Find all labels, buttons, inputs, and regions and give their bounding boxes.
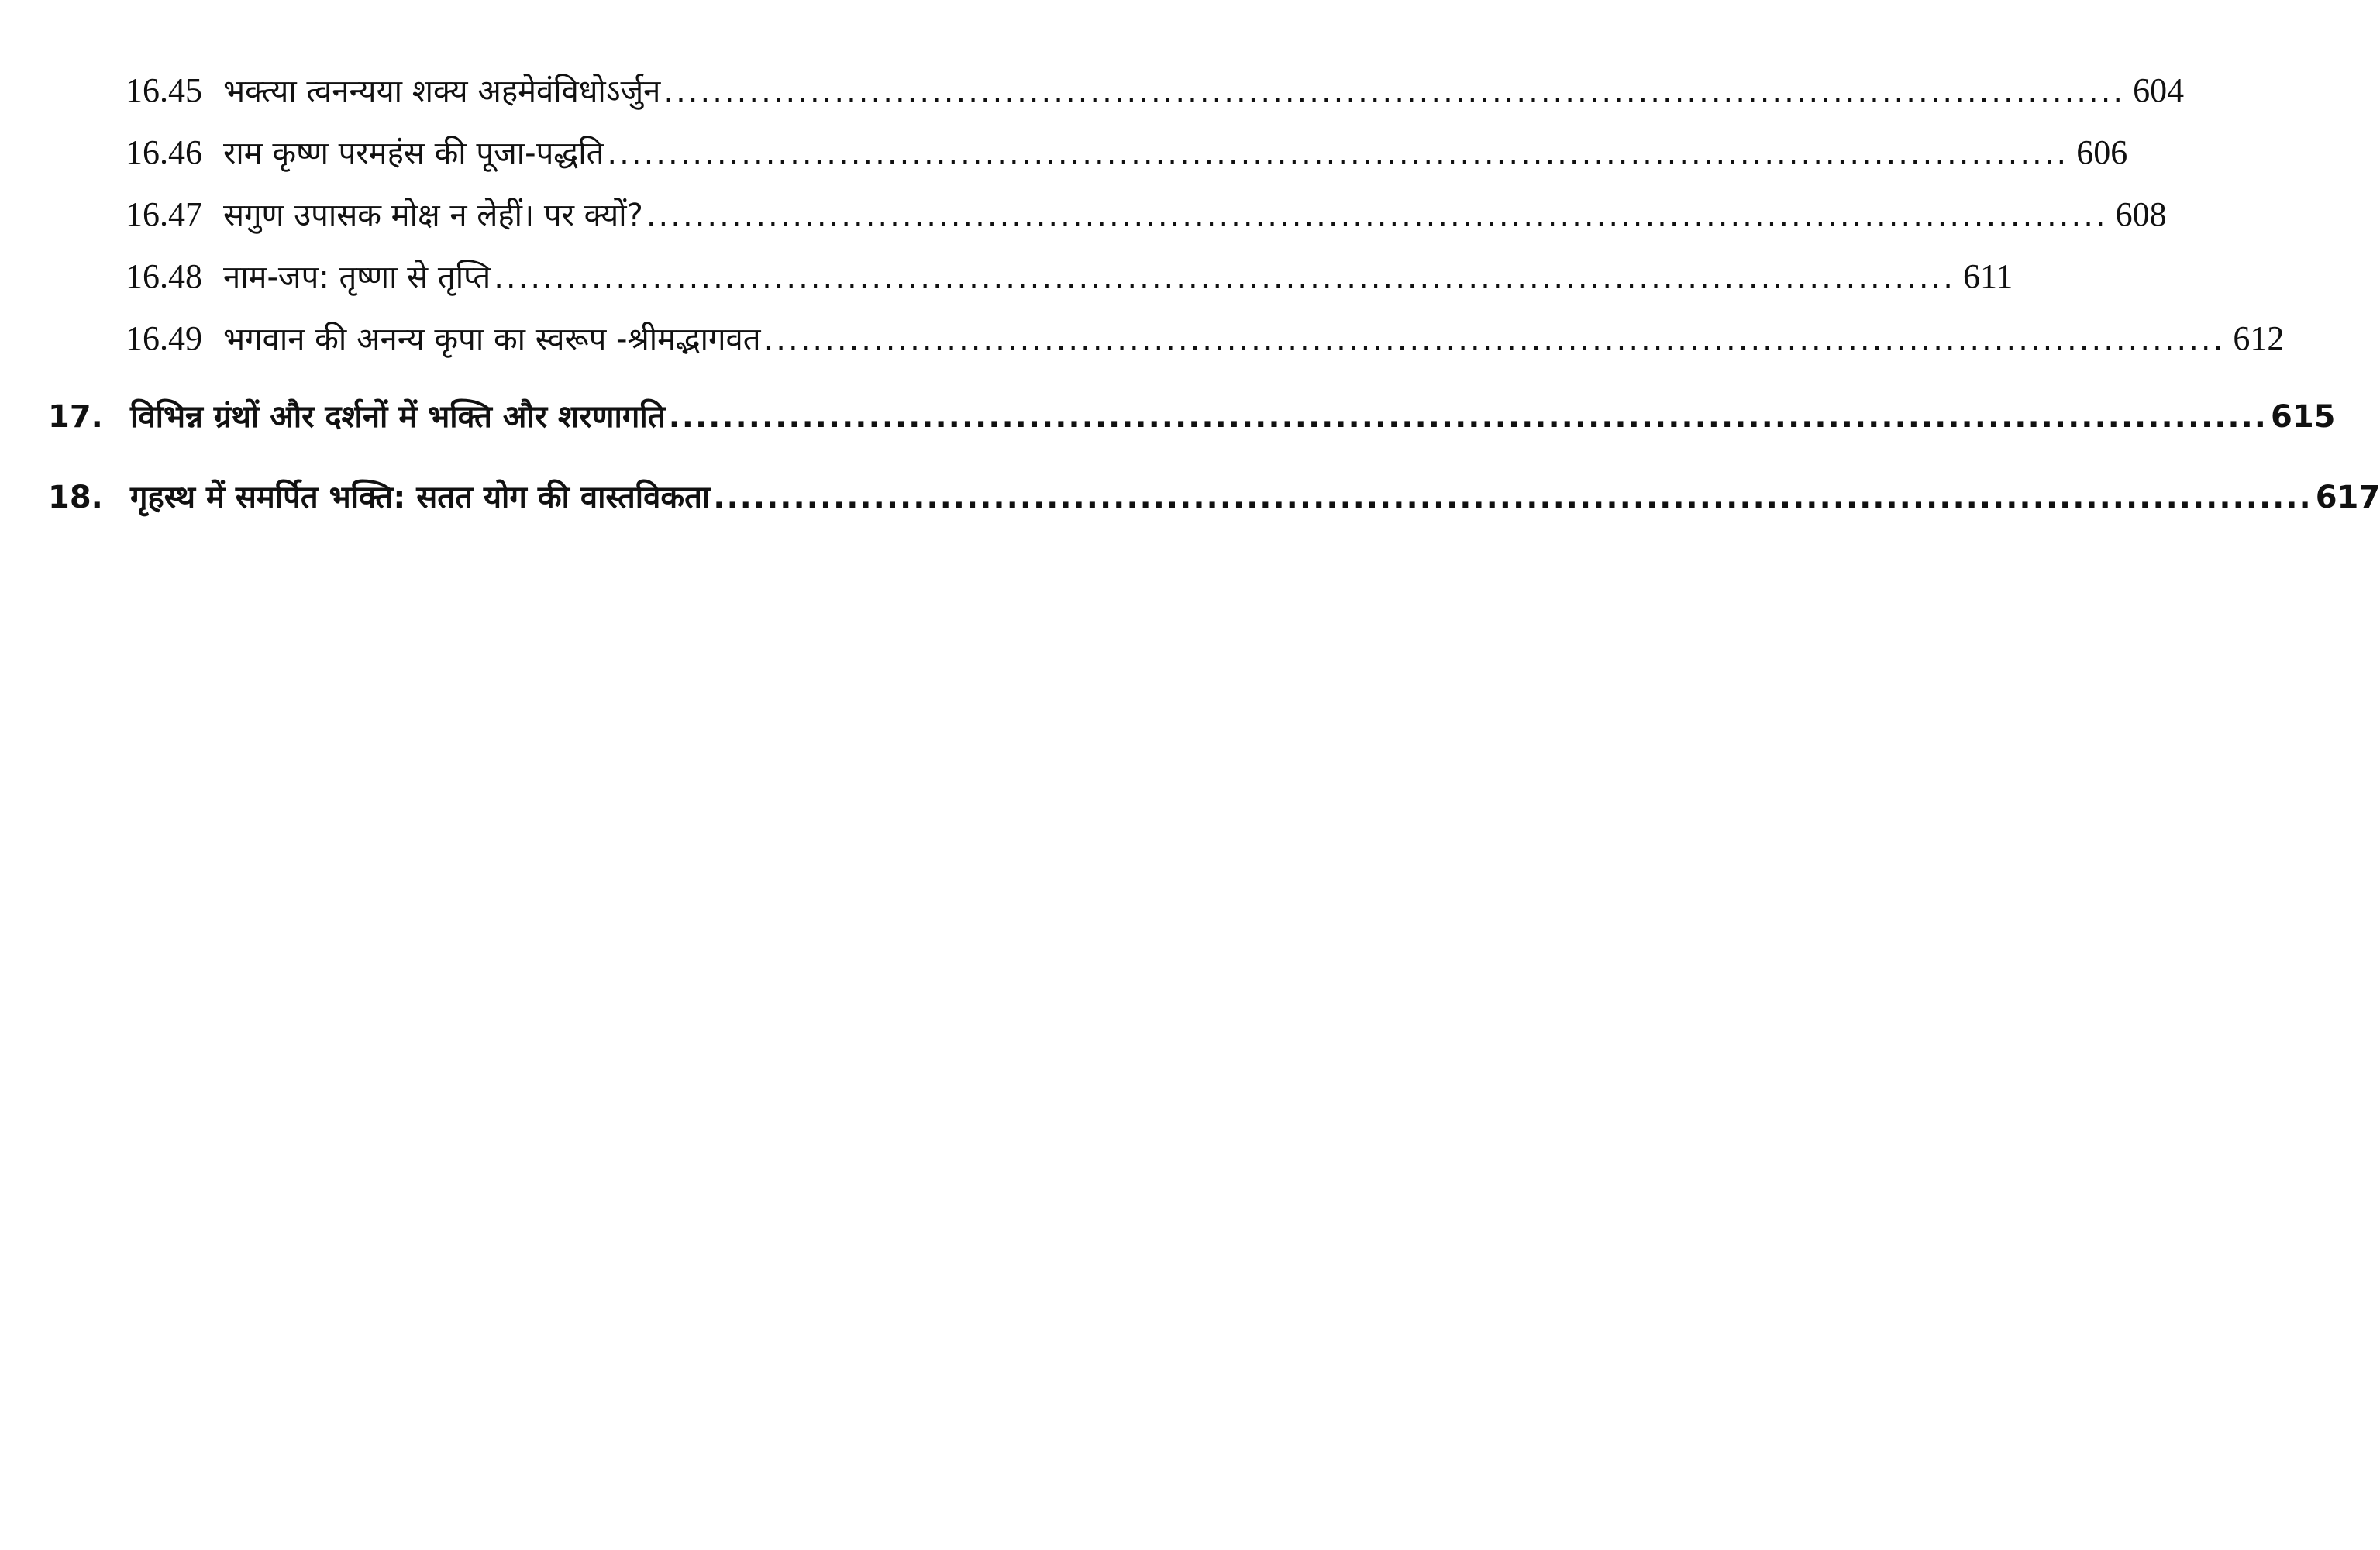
entry-title: नाम-जप: तृष्णा से तृप्ति [223, 260, 491, 295]
entry-number: 17. [48, 399, 103, 435]
toc-entry-16-46 [126, 130, 2128, 173]
dot-leader: ........................................................................................................................ [663, 74, 2126, 109]
dot-leader: ........................................................................................................................ [713, 480, 2313, 515]
entry-number: 18. [48, 480, 103, 515]
entry-page-number: 608 [2115, 195, 2167, 233]
entry-page-number: 606 [2076, 133, 2128, 171]
dot-leader: ........................................................................................................................ [668, 399, 2268, 435]
entry-number: 16.45 [126, 71, 202, 109]
entry-number: 16.46 [126, 133, 202, 171]
entry-page-number: 604 [2133, 71, 2185, 109]
entry-title: सगुण उपासक मोक्ष न लेहीं। पर क्यों? [223, 198, 643, 233]
toc-entry-16-47 [126, 192, 2167, 235]
entry-number: 16.49 [126, 319, 202, 357]
dot-leader: ........................................................................................................................ [763, 322, 2226, 357]
entry-number: 16.47 [126, 195, 202, 233]
entry-title: भगवान की अनन्य कृपा का स्वरूप -श्रीमद्भागवत [223, 322, 761, 357]
dot-leader: ........................................................................................................................ [646, 198, 2108, 233]
entry-title: भक्त्या त्वनन्यया शक्य अहमेवंविधोऽर्जुन [223, 74, 661, 109]
entry-page-number: 615 [2271, 399, 2336, 435]
entry-title: राम कृष्ण परमहंस की पूजा-पद्धति [223, 136, 604, 171]
entry-page-number: 612 [2233, 319, 2285, 357]
toc-entry-16-49 [126, 316, 2285, 359]
entry-title: विभिन्न ग्रंथों और दर्शनों में भक्ति और शरणागति [130, 399, 666, 435]
dot-leader: ........................................................................................................................ [607, 136, 2069, 171]
toc-entry-16-48 [126, 254, 2013, 297]
toc-entry-18 [48, 474, 2380, 517]
entry-page-number: 611 [1963, 257, 2013, 295]
toc-entry-16-45 [126, 68, 2185, 111]
entry-title: गृहस्थ में समर्पित भक्ति: सतत योग की वास्तविकता [130, 480, 711, 515]
toc-entry-17 [48, 394, 2336, 436]
dot-leader: ........................................................................................................................ [494, 260, 1955, 295]
entry-page-number: 617 [2315, 480, 2380, 515]
entry-number: 16.48 [126, 257, 202, 295]
